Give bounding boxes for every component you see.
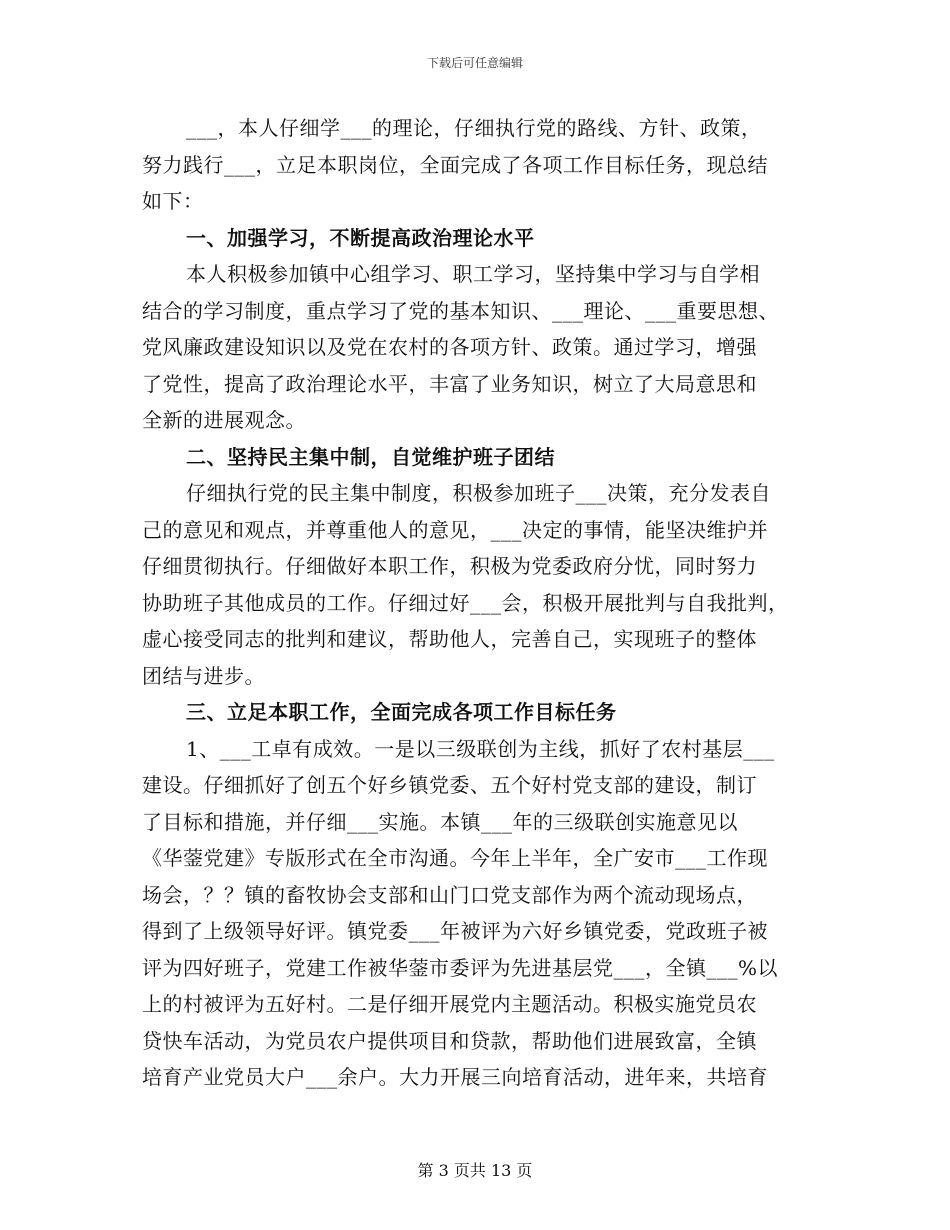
document-body — [142, 110, 812, 1096]
text-line: 培育产业党员大户___余户。大力开展三向培育活动，进年来，共培育 — [142, 1065, 768, 1089]
text-line: 党风廉政建设知识以及党在农村的各项方针、政策。通过学习，增强 — [142, 335, 757, 359]
text-line: 仔细执行党的民主集中制度，积极参加班子___决策，充分发表自 — [186, 481, 771, 505]
text-line: 己的意见和观点，并尊重他人的意见，___决定的事情，能坚决维护并 — [142, 517, 768, 542]
text-line: 如下： — [142, 189, 204, 213]
text-line: 建设。仔细抓好了创五个好乡镇党委、五个好村党支部的建设，制订 — [142, 773, 757, 797]
section-heading: 一、加强学习，不断提高政治理论水平 — [186, 225, 535, 250]
text-line: 评为四好班子，党建工作被华蓥市委评为先进基层党___，全镇___%以 — [142, 955, 779, 980]
text-line: 了党性，提高了政治理论水平，丰富了业务知识，树立了大局意思和 — [142, 371, 757, 396]
text-line: 结合的学习制度，重点学习了党的基本知识、___理论、___重要思想、 — [142, 298, 779, 323]
text-line: 努力践行___，立足本职岗位，全面完成了各项工作目标任务，现总结 — [142, 152, 768, 177]
section-heading: 二、坚持民主集中制，自觉维护班子团结 — [186, 444, 555, 469]
page-header: 下载后可任意编辑 — [426, 56, 523, 70]
text-line: 得到了上级领导好评。镇党委___年被评为六好乡镇党委，党政班子被 — [142, 919, 768, 943]
text-line: 贷快车活动，为党员农户提供项目和贷款，帮助他们进展致富，全镇 — [142, 1028, 757, 1053]
page-footer: 第 3 页共 13 页 — [417, 1161, 533, 1180]
text-line: 上的村被评为五好村。二是仔细开展党内主题活动。积极实施党员农 — [142, 992, 757, 1016]
text-line: 协助班子其他成员的工作。仔细过好___会，积极开展批判与自我批判， — [142, 590, 789, 615]
text-line: 虚心接受同志的批判和建议，帮助他人，完善自己，实现班子的整体 — [142, 627, 757, 651]
text-line: 了目标和措施，并仔细___实施。本镇___年的三级联创实施意见以 — [142, 809, 738, 834]
text-line: 1、___工卓有成效。一是以三级联创为主线，抓好了农村基层___ — [186, 736, 775, 761]
text-line: 场会，？？镇的畜牧协会支部和山门口党支部作为两个流动现场点， — [142, 882, 757, 907]
text-line: 本人积极参加镇中心组学习、职工学习，坚持集中学习与自学相 — [186, 262, 760, 286]
text-line: 团结与进步。 — [142, 663, 265, 688]
section-heading: 三、立足本职工作，全面完成各项工作目标任务 — [186, 700, 617, 724]
text-line: 全新的进展观念。 — [142, 408, 306, 432]
text-line: 仔细贯彻执行。仔细做好本职工作，积极为党委政府分忧，同时努力 — [142, 554, 757, 578]
text-line: ___，本人仔细学___的理论，仔细执行党的路线、方针、政策， — [186, 116, 762, 140]
text-line: 《华蓥党建》专版形式在全市沟通。今年上半年，全广安市___工作现 — [142, 846, 768, 870]
